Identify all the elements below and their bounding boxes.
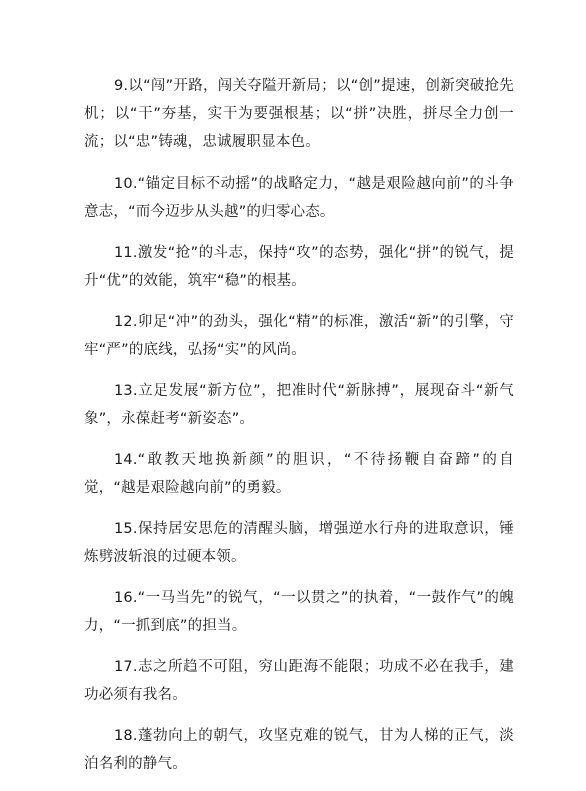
paragraph-16: 16.“一马当先”的锐气，“一以贯之”的执着，“一鼓作气”的魄力，“一抓到底”的担当。 bbox=[84, 590, 514, 634]
paragraph-9: 9.以“闯”开路，闯关夺隘开新局；以“创”提速，创新突破抢先机；以“干”夯基，实干为要强根基；以“拼”决胜，拼尽全力创一流；以“忠”铸魂，忠诚履职显本色。 bbox=[84, 78, 514, 150]
document-body bbox=[84, 72, 514, 791]
paragraph-10: 10.“锚定目标不动摇”的战略定力，“越是艰险越向前”的斗争意志，“而今迈步从头越”的归零心态。 bbox=[84, 176, 514, 220]
paragraph-18: 18.蓬勃向上的朝气，攻坚克难的锐气，甘为人梯的正气，淡泊名利的静气。 bbox=[84, 728, 514, 772]
paragraph-11: 11.激发“抢”的斗志，保持“攻”的态势，强化“拼”的锐气，提升“优”的效能，筑牢“稳”的根基。 bbox=[84, 245, 514, 289]
paragraph-12: 12.卯足“冲”的劲头，强化“精”的标准，激活“新”的引擎，守牢“严”的底线，弘扬“实”的风尚。 bbox=[84, 314, 514, 358]
paragraph-17: 17.志之所趋不可阻，穷山距海不能限；功成不必在我手，建功必须有我名。 bbox=[84, 659, 514, 703]
paragraph-14: 14.“敢教天地换新颜”的胆识，“不待扬鞭自奋蹄”的自觉，“越是艰险越向前”的勇毅。 bbox=[84, 452, 514, 496]
paragraph-15: 15.保持居安思危的清醒头脑，增强逆水行舟的进取意识，锤炼劈波斩浪的过硬本领。 bbox=[84, 521, 514, 565]
paragraph-13: 13.立足发展“新方位”，把准时代“新脉搏”，展现奋斗“新气象”，永葆赶考“新姿态”。 bbox=[84, 383, 514, 427]
